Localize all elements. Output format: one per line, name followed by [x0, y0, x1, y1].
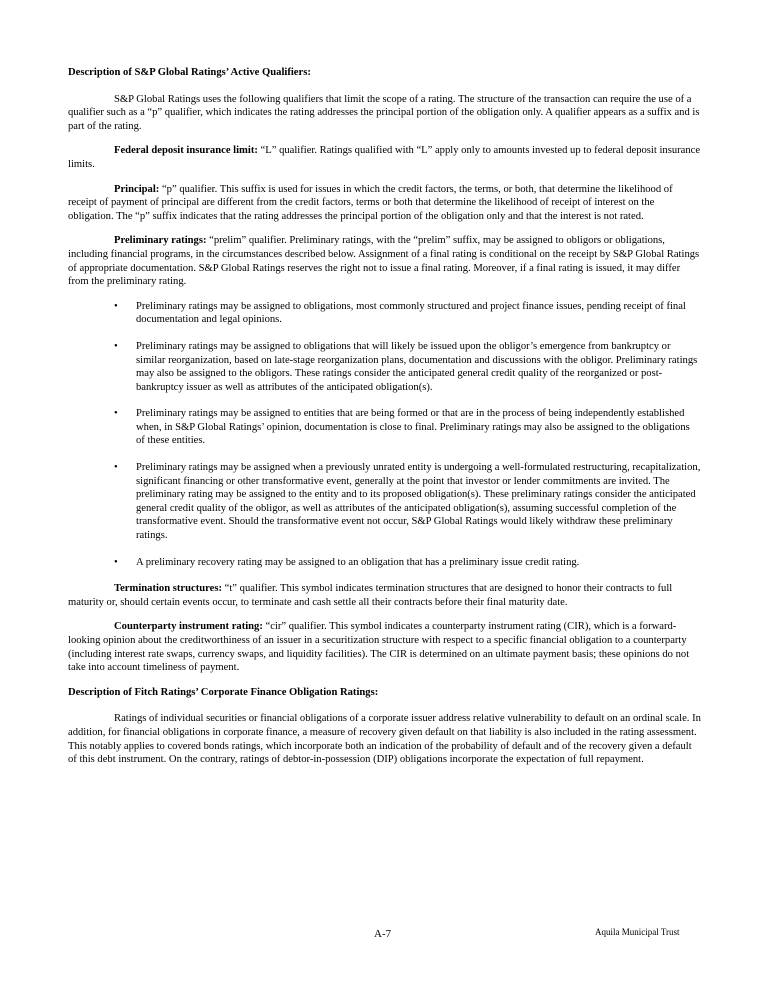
federal-deposit-text: “L” qualifier. Ratings qualified with “L” apply only to amounts invested up to federal deposit insurance limits. [68, 145, 701, 170]
bullet-text: A preliminary recovery rating may be assigned to an obligation that has a preliminary issue credit rating. [136, 556, 580, 568]
bullet-icon: • [114, 408, 118, 420]
bullet-icon: • [114, 462, 118, 474]
preliminary-bullet-list [68, 300, 701, 570]
sp-heading: Description of S&P Global Ratings’ Active Qualifiers: [68, 67, 311, 78]
bullet-item [68, 556, 701, 570]
fitch-paragraph: Ratings of individual securities or financial obligations of a corporate issuer address relative vulnerability to default on an ordinal scale. In addition, for financial obligations in corporate finance, a measure of recovery given default on that liability is also included in the rating assessment. This notably applies to covered bonds ratings, which incorporate both an indication of the probability of default and of the recovery given a default of this debt instrument. On the contrary, ratings of debtor-in-possession (DIP) obligations incorporate the expectation of full repayment. [68, 713, 701, 766]
bullet-text: Preliminary ratings may be assigned to obligations that will likely be issued upon the obligor’s emergence from bankruptcy or similar reorganization, based on late-stage reorganization plans, documentation and discussions with the obligor. Preliminary ratings may also be assigned to the obligors. These ratings consider the anticipated general credit quality of the reorganized or post-bankruptcy issuer as well as attributes of the anticipated obligation(s). [136, 340, 698, 393]
counterparty-paragraph [68, 620, 701, 674]
preliminary-text: “prelim” qualifier. Preliminary ratings, with the “prelim” suffix, may be assigned to obligors or obligations, including financial programs, in the circumstances described below. Assignment of a final rating is conditional on the receipt by S&P Global Ratings of appropriate documentation. S&P Global Ratings reserves the right not to issue a final rating. Moreover, if a final rating is issued, it may differ from the preliminary rating. [68, 235, 700, 288]
principal-text: “p” qualifier. This suffix is used for issues in which the credit factors, the terms, or both, that determine the likelihood of receipt of payment of principal are different from the credit factors, terms or both that determine the likelihood of receipt of interest on the obligation. The “p” suffix indicates that the rating addresses the principal portion of the obligation only and that the interest is not rated. [68, 183, 673, 222]
federal-deposit-term: Federal deposit insurance limit: [114, 145, 258, 157]
termination-paragraph [68, 582, 701, 609]
principal-term: Principal: [114, 183, 160, 195]
bullet-item [68, 340, 701, 394]
termination-text: “t” qualifier. This symbol indicates termination structures that are designed to honor their contracts to full maturity or, should certain events occur, to terminate and cash settle all their contracts before their final maturity date. [68, 583, 673, 608]
principal-paragraph [68, 183, 701, 224]
footer-trust-name: Aquila Municipal Trust [595, 927, 680, 937]
document-page [68, 66, 701, 778]
bullet-icon: • [114, 300, 118, 312]
bullet-icon: • [114, 556, 118, 568]
bullet-item [68, 300, 701, 327]
federal-deposit-paragraph [68, 144, 701, 171]
termination-term: Termination structures: [114, 583, 222, 595]
counterparty-text: “cir” qualifier. This symbol indicates a counterparty instrument rating (CIR), which is a forward-looking opinion about the creditworthiness of an issuer in a securitization structure with respect to a specific financial obligation to a counterparty (including interest rate swaps, currency swaps, and liquidity facilities). The CIR is determined on an ultimate payment basis; these opinions do not take into account timeliness of payment. [68, 621, 690, 674]
bullet-text: Preliminary ratings may be assigned when a previously unrated entity is undergoing a well-formulated restructuring, recapitalization, significant financing or other transformative event, generally at the point that investor or lender commitments are invited. The preliminary rating may be assigned to the entity and to its proposed obligation(s). These preliminary ratings consider the anticipated general credit quality of the obligor, as well as attributes of the anticipated obligation(s), assuming successful completion of the transformative event. Should the transformative event not occur, S&P Global Ratings would likely withdraw these preliminary ratings. [136, 462, 701, 542]
counterparty-term: Counterparty instrument rating: [114, 621, 263, 633]
bullet-icon: • [114, 340, 118, 352]
bullet-text: Preliminary ratings may be assigned to obligations, most commonly structured and project finance issues, pending receipt of final documentation and legal opinions. [136, 300, 686, 326]
bullet-text: Preliminary ratings may be assigned to entities that are being formed or that are in the process of being independently established when, in S&P Global Ratings’ opinion, documentation is close to final. Preliminary ratings may also be assigned to the obligations of these entities. [136, 408, 690, 447]
preliminary-paragraph [68, 234, 701, 288]
preliminary-term: Preliminary ratings: [114, 235, 207, 247]
bullet-item [68, 461, 701, 543]
sp-intro-paragraph: S&P Global Ratings uses the following qualifiers that limit the scope of a rating. The structure of the transaction can require the use of a qualifier such as a “p” qualifier, which indicates the rating addresses the principal portion of the obligation only. A qualifier appears as a suffix and is part of the rating. [68, 93, 700, 132]
bullet-item [68, 407, 701, 448]
page-number: A-7 [374, 928, 392, 940]
fitch-heading: Description of Fitch Ratings’ Corporate Finance Obligation Ratings: [68, 686, 379, 698]
